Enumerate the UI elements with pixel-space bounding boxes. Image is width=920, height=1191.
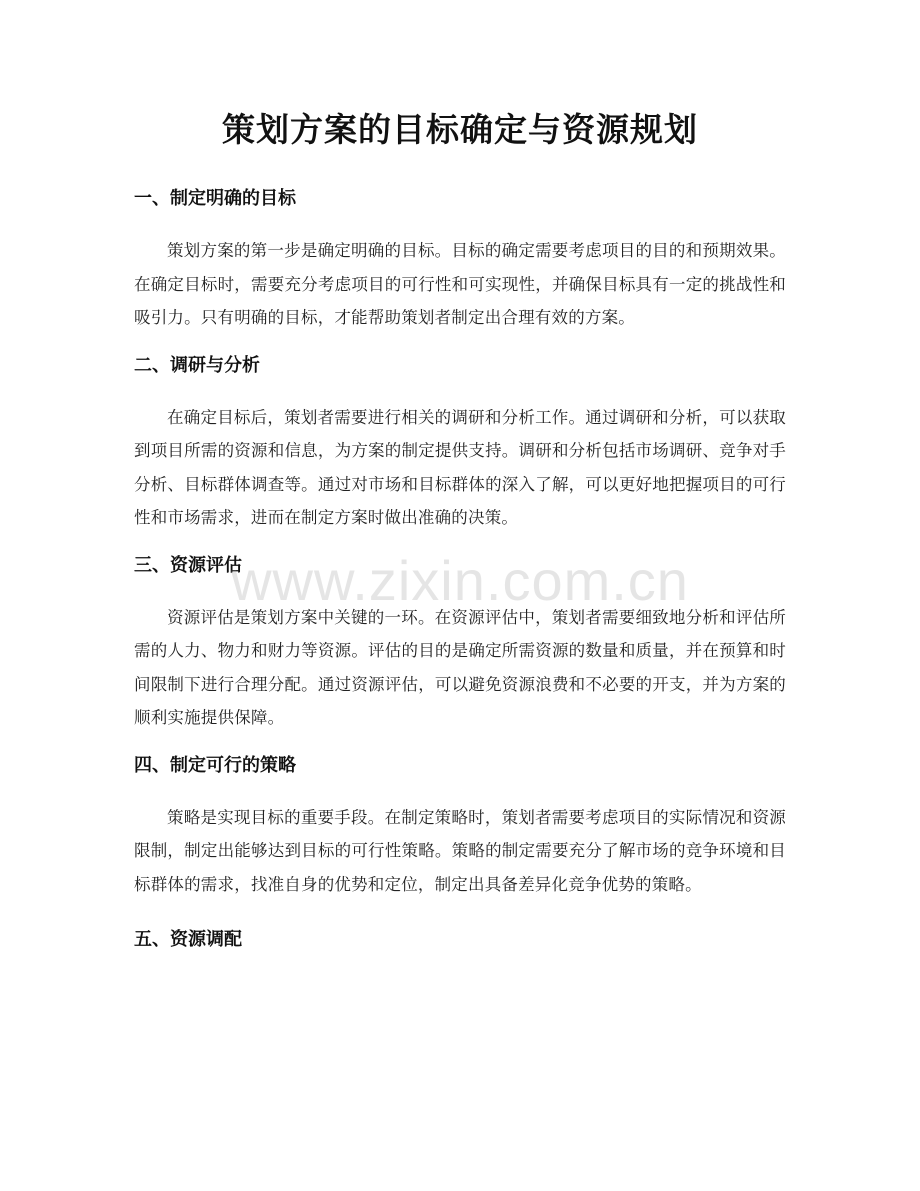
- section-paragraph: 策划方案的第一步是确定明确的目标。目标的确定需要考虑项目的目的和预期效果。在确定目标时，需要充分考虑项目的可行性和可实现性，并确保目标具有一定的挑战性和吸引力。只有明确的目标，才能帮助策划者制定出合理有效的方案。: [134, 241, 786, 327]
- section-5: [134, 927, 786, 953]
- section-heading: 五、资源调配: [134, 929, 242, 950]
- section-paragraph: 资源评估是策划方案中关键的一环。在资源评估中，策划者需要细致地分析和评估所需的人力、物力和财力等资源。评估的目的是确定所需资源的数量和质量，并在预算和时间限制下进行合理分配。通过资源评估，可以避免资源浪费和不必要的开支，并为方案的顺利实施提供保障。: [134, 607, 786, 727]
- watermark-text: www.zixin.com.cn: [231, 549, 689, 612]
- document-title: 策划方案的目标确定与资源规划: [222, 110, 698, 149]
- section-heading: 二、调研与分析: [134, 354, 260, 376]
- section-1: [134, 186, 786, 335]
- section-paragraph: 在确定目标后，策划者需要进行相关的调研和分析工作。通过调研和分析，可以获取到项目所需的资源和信息，为方案的制定提供支持。调研和分析包括市场调研、竞争对手分析、目标群体调查等。通过对市场和目标群体的深入了解，可以更好地把握项目的可行性和市场需求，进而在制定方案时做出准确的决策。: [134, 407, 786, 527]
- section-heading: 四、制定可行的策略: [134, 754, 296, 776]
- section-4: [134, 753, 786, 902]
- section-2: [134, 353, 786, 535]
- section-heading: 三、资源评估: [134, 554, 242, 576]
- section-paragraph: 策略是实现目标的重要手段。在制定策略时，策划者需要考虑项目的实际情况和资源限制，制定出能够达到目标的可行性策略。策略的制定需要充分了解市场的竞争环境和目标群体的需求，找准自身的优势和定位，制定出具备差异化竞争优势的策略。: [134, 807, 786, 894]
- section-heading: 一、制定明确的目标: [134, 188, 296, 209]
- section-3: [134, 553, 786, 735]
